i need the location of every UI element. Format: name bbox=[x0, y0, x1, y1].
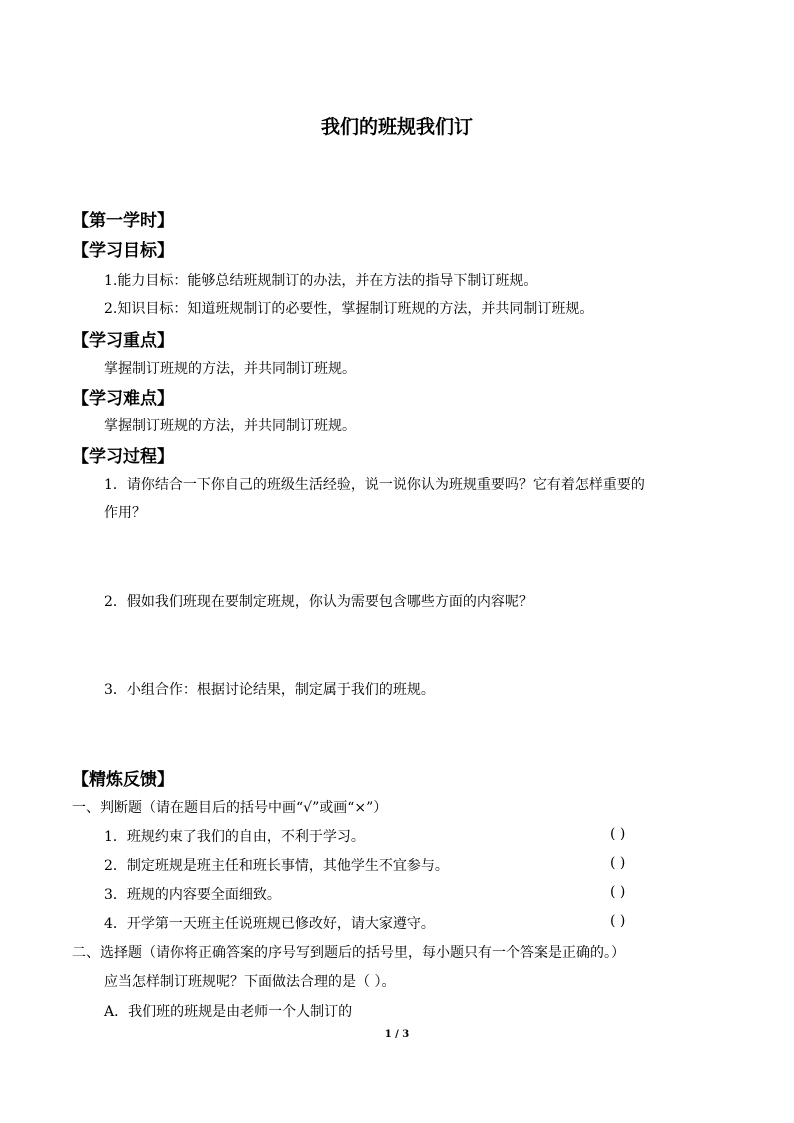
objective-item: 2.知识目标：知道班规制订的必要性，掌握制订班规的方法，并共同制订班规。 bbox=[104, 301, 594, 317]
page-number: 1 / 3 bbox=[384, 1029, 410, 1040]
key-heading: 【学习重点】 bbox=[72, 331, 174, 351]
judge-item: 2．制定班规是班主任和班长事情，其他学生不宜参与。 bbox=[104, 858, 449, 874]
page-title: 我们的班规我们订 bbox=[320, 116, 473, 138]
difficulty-heading: 【学习难点】 bbox=[72, 389, 174, 409]
process-heading: 【学习过程】 bbox=[72, 447, 174, 467]
judge-item: 3．班规的内容要全面细致。 bbox=[104, 887, 281, 903]
choice-question: 应当怎样制订班规呢？下面做法合理的是（ ）。 bbox=[104, 974, 396, 990]
answer-paren: ( ) bbox=[610, 884, 626, 900]
judge-item: 4．开学第一天班主任说班规已修改好，请大家遵守。 bbox=[104, 916, 435, 932]
key-text: 掌握制订班规的方法，并共同制订班规。 bbox=[104, 361, 356, 377]
difficulty-text: 掌握制订班规的方法，并共同制订班规。 bbox=[104, 418, 356, 434]
choice-option: A．我们班的班规是由老师一个人制订的 bbox=[104, 1004, 353, 1020]
answer-paren: ( ) bbox=[610, 913, 626, 929]
judge-item: 1．班规约束了我们的自由，不利于学习。 bbox=[104, 829, 365, 845]
process-item: 2．假如我们班现在要制定班规，你认为需要包含哪些方面的内容呢？ bbox=[104, 594, 533, 610]
objective-item: 1.能力目标：能够总结班规制订的办法，并在方法的指导下制订班规。 bbox=[104, 273, 538, 289]
lesson-heading: 【第一学时】 bbox=[72, 211, 174, 231]
answer-paren: ( ) bbox=[610, 855, 626, 871]
process-item: 3．小组合作：根据讨论结果，制定属于我们的班规。 bbox=[104, 682, 435, 698]
judge-heading: 一、判断题（请在题目后的括号中画“√”或画“×”） bbox=[72, 800, 388, 816]
answer-paren: ( ) bbox=[610, 826, 626, 842]
feedback-heading: 【精炼反馈】 bbox=[72, 770, 174, 790]
process-item: 1．请你结合一下你自己的班级生活经验，说一说你认为班规重要吗？它有着怎样重要的 bbox=[104, 477, 645, 493]
objectives-heading: 【学习目标】 bbox=[72, 241, 174, 261]
choice-heading: 二、选择题（请你将正确答案的序号写到题后的括号里，每小题只有一个答案是正确的。） bbox=[72, 945, 625, 961]
process-item-continued: 作用？ bbox=[104, 505, 146, 521]
